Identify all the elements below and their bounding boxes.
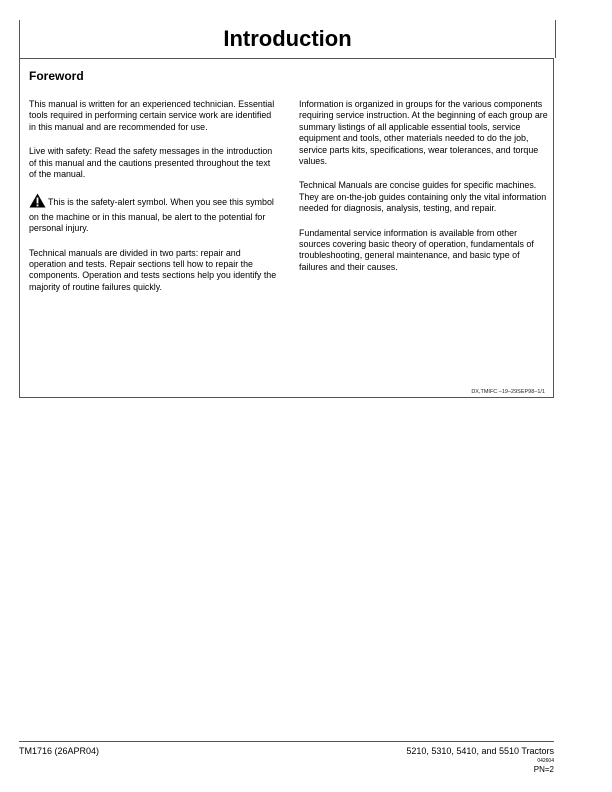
right-column bbox=[299, 99, 549, 286]
section-heading: Foreword bbox=[29, 69, 84, 83]
page-title: Introduction bbox=[223, 26, 352, 51]
safety-alert-text: This is the safety-alert symbol. When you see this symbol on the machine or in this manual, be alert to the potential for personal injury. bbox=[29, 197, 274, 234]
left-column bbox=[29, 99, 279, 306]
manual-id: TM1716 (26APR04) bbox=[19, 746, 100, 756]
paragraph: Technical Manuals are concise guides for specific machines. They are on-the-job guides containing only the vital information needed for diagnosis, analysis, testing, and repair. bbox=[299, 180, 547, 214]
paragraph: Information is organized in groups for the various components requiring service instruction. At the beginning of each group are summary listings of all applicable essential tools, service equipment and tools, other materials needed to do the job, service parts kits, specifications, wear tolerances, and torque values. bbox=[299, 99, 548, 167]
paragraph: This manual is written for an experienced technician. Essential tools required in performing certain service work are identified in this manual and are recommended for use. bbox=[29, 99, 275, 132]
paragraph: Live with safety: Read the safety messages in the introduction of this manual and the cautions presented throughout the text of the manual. bbox=[29, 146, 273, 180]
paragraph: Technical manuals are divided in two parts: repair and operation and tests. Repair sections tell how to repair the components. Operation and tests sections help you identify the majority of routine failures quickly. bbox=[29, 247, 277, 292]
tractor-models: 5210, 5310, 5410, and 5510 Tractors bbox=[406, 746, 554, 756]
paragraph: Fundamental service information is available from other sources covering basic theory of operation, fundamentals of troubleshooting, general maintenance, and basic type of failures and their causes. bbox=[299, 227, 534, 272]
document-code: DX,TMIFC –19–29SEP98–1/1 bbox=[471, 389, 545, 395]
safety-alert-paragraph bbox=[29, 193, 279, 234]
page-number: PN=2 bbox=[533, 765, 554, 774]
title-bar bbox=[19, 20, 556, 58]
footer-divider bbox=[19, 741, 554, 742]
footer-code: 042604 bbox=[537, 758, 554, 764]
warning-triangle-icon bbox=[29, 193, 46, 211]
foreword-section bbox=[19, 58, 554, 398]
